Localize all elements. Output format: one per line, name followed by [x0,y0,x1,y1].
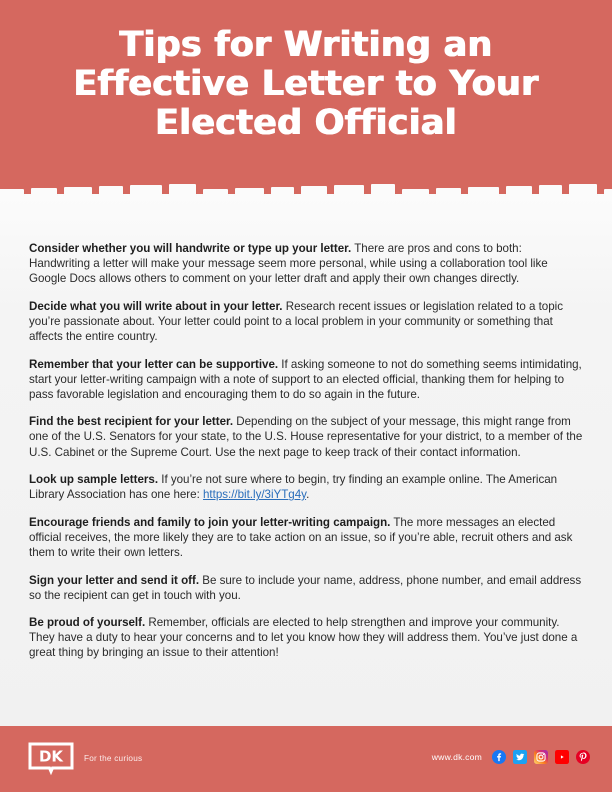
tip-item [29,357,585,402]
pinterest-icon[interactable] [576,750,590,764]
tip-item [29,472,585,502]
dk-website-url[interactable]: www.dk.com [431,752,482,762]
tip-item [29,241,585,286]
tip-body: There are pros and cons to both: Handwriting a letter will make your message seem more personal, while using a collaboration tool like Google Docs allows others to comment on your letter draft and apply their own changes directly. [29,242,548,286]
tip-body: If you’re not sure where to begin, try finding an example online. The American Library Association has one here: [29,473,558,502]
svg-text:DK: DK [38,747,64,766]
instagram-icon[interactable] [534,750,548,764]
tip-lead: Find the best recipient for your letter. [29,415,234,429]
tip-body: Research recent issues or legislation related to a topic you’re passionate about. Your letter could point to a local problem in your community or something that affects the entire country. [29,299,563,343]
tip-body: If asking someone to not do something seems intimidating, start your letter-writing campaign with a note of support to an elected official, thanking them for helping to pass favorable legislation and encouraging them to do so again in the future. [29,357,582,401]
tip-lead: Decide what you will write about in your letter. [29,299,283,313]
tip-body-after: . [306,488,310,502]
tip-lead: Encourage friends and family to join your letter-writing campaign. [29,515,391,529]
sample-letters-link[interactable]: https://bit.ly/3iYTg4y [202,488,307,502]
tip-lead: Remember that your letter can be supportive. [29,357,279,371]
page-footer [0,726,612,792]
tip-item [29,515,585,560]
dk-logo [28,742,74,778]
tip-lead: Look up sample letters. [29,473,159,487]
tip-lead: Sign your letter and send it off. [29,573,200,587]
youtube-icon[interactable] [555,750,569,764]
tip-item [29,573,585,603]
tip-item [29,414,585,459]
facebook-icon[interactable] [492,750,506,764]
tip-item [29,299,585,344]
title-line-1: Tips for Writing an [119,25,493,65]
title-line-3: Elected Official [155,103,457,143]
title-line-2: Effective Letter to Your [73,64,539,104]
tip-body: Depending on the subject of your message, this might range from one of the U.S. Senators for your state, to the U.S. House representative for your district, to a member of the U.S. Cabinet or the Supreme Court. Use the next page to keep track of their contact information. [29,415,583,459]
twitter-icon[interactable] [513,750,527,764]
tip-body: Remember, officials are elected to help strengthen and improve your community. They have a duty to hear your concerns and to let you know how they will address them. You’ve just done a great thing by bringing an issue to their attention! [29,616,578,660]
dk-tagline: For the curious [84,754,143,763]
tip-lead: Be proud of yourself. [29,616,146,630]
tip-lead: Consider whether you will handwrite or type up your letter. [29,242,352,255]
tip-item [29,615,585,660]
tip-body: Be sure to include your name, address, phone number, and email address so the recipient can get in touch with you. [29,573,582,602]
page-header [0,0,612,196]
footer-right-group [432,750,590,764]
tips-list [29,241,585,661]
page-title [0,26,612,143]
tip-body: The more messages an elected official receives, the more likely they are to take action on an issue, so if you’re able, recruit others and ask them to write their own letters. [29,515,573,559]
